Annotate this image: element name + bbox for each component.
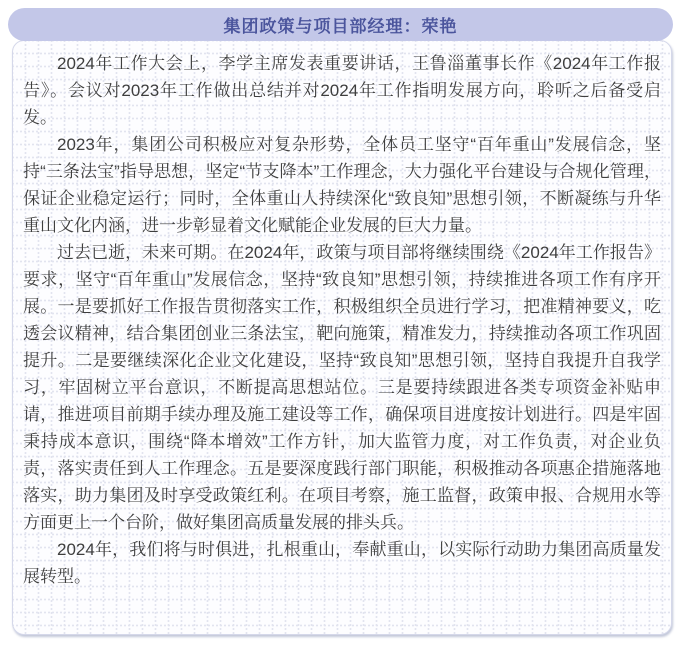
article-paragraph: 2024年工作大会上，李学主席发表重要讲话，王鲁淄董事长作《2024年工作报告》。会议对2023年工作做出总结并对2024年工作指明发展方向，聆听之后备受启发。 — [23, 54, 661, 127]
article-panel — [12, 40, 672, 635]
article-paragraph: 过去已逝，未来可期。在2024年，政策与项目部将继续围绕《2024年工作报告》要求，坚守“百年重山”发展信念，坚持“致良知”思想引领，持续推进各项工作有序开展。一是要抓好工作报告贯彻落实工作，积极组织全员进行学习，把准精神要义，吃透会议精神，结合集团创业三条法宝，靶向施策，精准发力，持续推动各项工作巩固提升。二是要继续深化企业文化建设，坚持“致良知”思想引领，坚持自我提升自我学习，牢固树立平台意识，不断提高思想站位。三是要持续跟进各类专项资金补贴申请，推进项目前期手续办理及施工建设等工作，确保项目进度按计划进行。四是牢固秉持成本意识，围绕“降本增效”工作方针，加大监管力度，对工作负责，对企业负责，落实责任到人工作理念。五是要深度践行部门职能，积极推动各项惠企措施落地落实，助力集团及时享受政策红利。在项目考察，施工监督，政策申报、合规用水等方面更上一个台阶，做好集团高质量发展的排头兵。 — [23, 243, 661, 532]
article-paragraph: 2023年，集团公司积极应对复杂形势，全体员工坚守“百年重山”发展信念，坚持“三条法宝”指导思想，坚定“节支降本”工作理念，大力强化平台建设与合规化管理，保证企业稳定运行；同时，全体重山人持续深化“致良知”思想引领，不断凝练与升华重山文化内涵，进一步彰显着文化赋能企业发展的巨大力量。 — [23, 135, 661, 235]
article-paragraph: 2024年，我们将与时俱进，扎根重山，奉献重山，以实际行动助力集团高质量发展转型。 — [23, 540, 661, 586]
header-banner — [8, 8, 673, 41]
page-title: 集团政策与项目部经理：荣艳 — [223, 17, 458, 36]
